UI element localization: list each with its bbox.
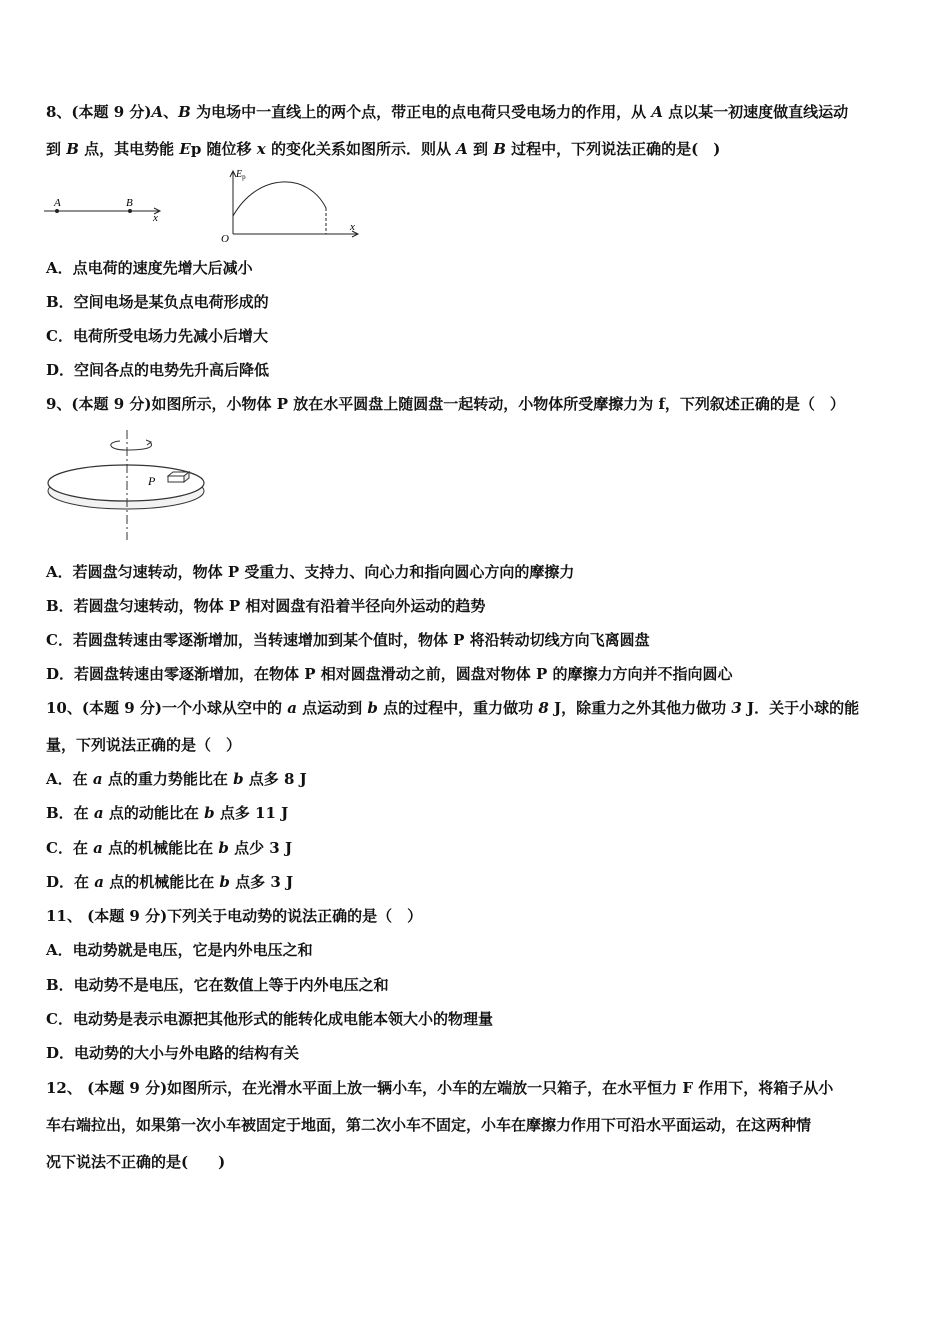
q10-stem-line2: 量，下列说法正确的是（ ）: [46, 736, 242, 754]
q8-option-d: D．空间各点的电势先升高后降低: [46, 361, 270, 379]
q12-stem-line1: 12、 (本题 9 分)如图所示，在光滑水平面上放一辆小车，小车的左端放一只箱子，在水平恒力 F 作用下，将箱子从小: [46, 1079, 834, 1097]
point-a-label: A: [54, 197, 61, 209]
q11-option-a: A．电动势就是电压，它是内外电压之和: [46, 941, 313, 959]
q11-option-b: B．电动势不是电压，它在数值上等于内外电压之和: [46, 976, 389, 994]
origin-label: O: [221, 233, 229, 245]
energy-curve: [233, 182, 326, 216]
q8-option-c: C．电荷所受电场力先减小后增大: [46, 327, 268, 345]
q12-stem-line3: 况下说法不正确的是( ): [46, 1153, 226, 1171]
q9-option-a: A．若圆盘匀速转动，物体 P 受重力、支持力、向心力和指向圆心方向的摩擦力: [46, 563, 575, 581]
q12-stem-line2: 车右端拉出，如果第一次小车被固定于地面，第二次小车不固定，小车在摩擦力作用下可沿水平面运动，在这两种情: [46, 1116, 812, 1134]
q10-option-c: C．在 a 点的机械能比在 b 点少 3 J: [46, 839, 293, 857]
q10-option-d: D．在 a 点的机械能比在 b 点多 3 J: [46, 873, 294, 891]
q10-option-a: A．在 a 点的重力势能比在 b 点多 8 J: [46, 770, 307, 788]
q8-line-figure: [44, 194, 168, 226]
q9-option-c: C．若圆盘转速由零逐渐增加，当转速增加到某个值时，物体 P 将沿转动切线方向飞离圆盘: [46, 631, 650, 649]
q8-option-b: B．空间电场是某负点电荷形成的: [46, 293, 269, 311]
q10-stem-line1: 10、(本题 9 分)一个小球从空中的 a 点运动到 b 点的过程中，重力做功 8 J，除重力之外其他力做功 3 J．关于小球的能: [46, 699, 860, 717]
block-p-label: P: [148, 474, 156, 488]
q11-stem: 11、 (本题 9 分)下列关于电动势的说法正确的是（ ）: [46, 907, 423, 925]
q8-stem-line1: 8、(本题 9 分)A、B 为电场中一直线上的两个点，带正电的点电荷只受电场力的作用，从 A 点以某一初速度做直线运动: [46, 103, 849, 121]
graph-x-label: x: [350, 221, 355, 233]
q8-option-a: A．点电荷的速度先增大后减小: [46, 259, 253, 277]
q9-option-b: B．若圆盘匀速转动，物体 P 相对圆盘有沿着半径向外运动的趋势: [46, 597, 486, 615]
x-axis-label: x: [153, 212, 158, 224]
q11-option-c: C．电动势是表示电源把其他形式的能转化成电能本领大小的物理量: [46, 1010, 493, 1028]
point-b-label: B: [126, 197, 133, 209]
q10-option-b: B．在 a 点的动能比在 b 点多 11 J: [46, 804, 289, 822]
q9-option-d: D．若圆盘转速由零逐渐增加，在物体 P 相对圆盘滑动之前，圆盘对物体 P 的摩擦力方向并不指向圆心: [46, 665, 733, 683]
q9-stem: 9、(本题 9 分)如图所示，小物体 P 放在水平圆盘上随圆盘一起转动，小物体所受摩擦力为 f，下列叙述正确的是（ ）: [46, 395, 845, 413]
ep-axis-label: $E_p$: [236, 169, 246, 181]
q8-stem-line2: 到 B 点，其电势能 Ep 随位移 x 的变化关系如图所示．则从 A 到 B 过程中，下列说法正确的是( ): [46, 140, 721, 158]
q11-option-d: D．电动势的大小与外电路的结构有关: [46, 1044, 300, 1062]
q9-turntable-figure: [46, 428, 216, 544]
q8-energy-graph: [218, 168, 364, 246]
